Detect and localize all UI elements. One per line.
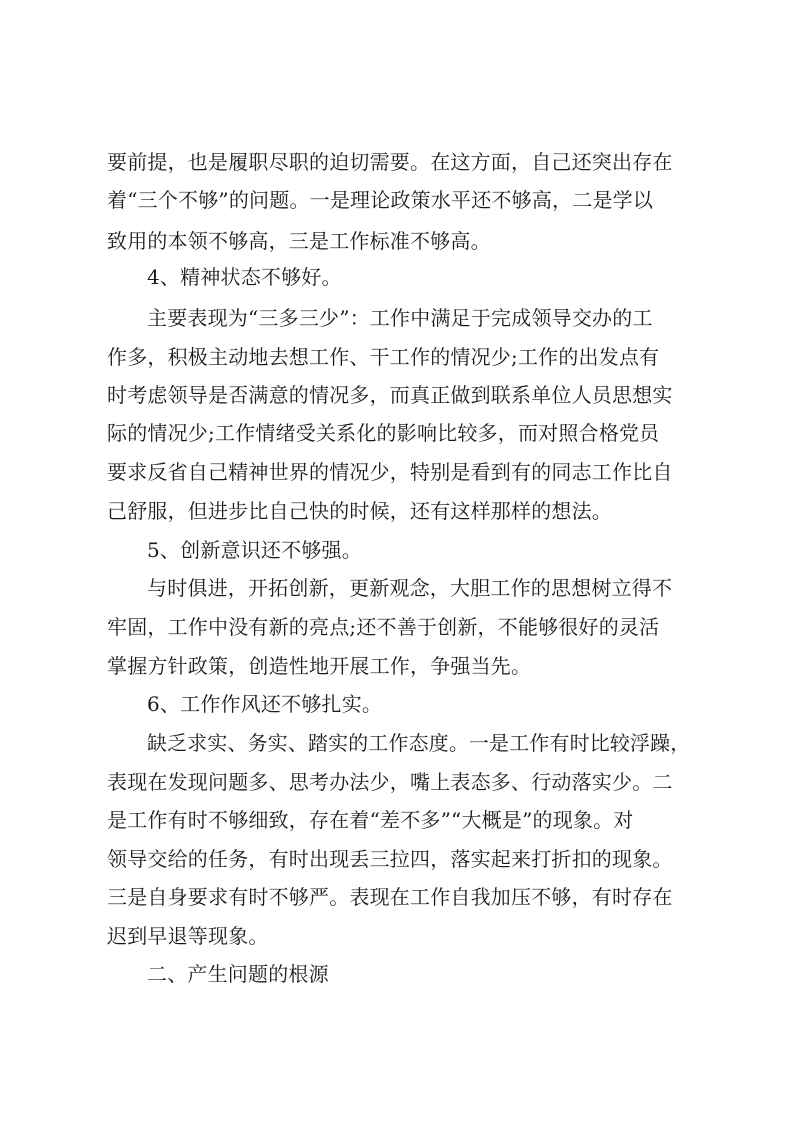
text-line: 表现在发现问题多、思考办法少，嘴上表态多、行动落实少。二 <box>107 770 673 794</box>
text-line: 缺乏求实、务实、踏实的工作态度。一是工作有时比较浮躁， <box>147 731 691 755</box>
section-heading: 二、产生问题的根源 <box>147 962 329 986</box>
text-line: 掌握方针政策，创造性地开展工作，争强当先。 <box>107 654 532 678</box>
text-line: 要前提，也是履职尽职的迫切需要。在这方面，自己还突出存在 <box>107 150 673 174</box>
text-line: 要求反省自己精神世界的情况少，特别是看到有的同志工作比自 <box>107 460 673 484</box>
text-line: 领导交给的任务，有时出现丢三拉四，落实起来打折扣的现象。 <box>107 847 673 871</box>
section-heading: 5、创新意识还不够强。 <box>147 538 362 562</box>
text-line: 迟到早退等现象。 <box>107 924 269 948</box>
section-heading: 4、精神状态不够好。 <box>147 265 342 289</box>
section-heading: 6、工作作风还不够扎实。 <box>147 692 383 716</box>
text-line: 牢固，工作中没有新的亮点;还不善于创新，不能够很好的灵活 <box>107 615 660 639</box>
text-line: 着“三个不够”的问题。一是理论政策水平还不够高，二是学以 <box>107 188 654 212</box>
text-line: 致用的本领不够高，三是工作标准不够高。 <box>107 229 491 253</box>
text-line: 己舒服，但进步比自己快的时候，还有这样那样的想法。 <box>107 499 612 523</box>
text-line: 时考虑领导是否满意的情况多，而真正做到联系单位人员思想实 <box>107 383 673 407</box>
text-line: 是工作有时不够细致，存在着“差不多”“大概是”的现象。对 <box>107 808 634 832</box>
text-line: 三是自身要求有时不够严。表现在工作自我加压不够，有时存在 <box>107 885 673 909</box>
text-line: 与时俱进，开拓创新，更新观念，大胆工作的思想树立得不 <box>147 576 673 600</box>
text-line: 作多，积极主动地去想工作、干工作的情况少;工作的出发点有 <box>107 345 660 369</box>
text-line: 主要表现为“三多三少”：工作中满足于完成领导交办的工 <box>147 306 653 330</box>
text-line: 际的情况少;工作情绪受关系化的影响比较多，而对照合格党员 <box>107 421 660 445</box>
